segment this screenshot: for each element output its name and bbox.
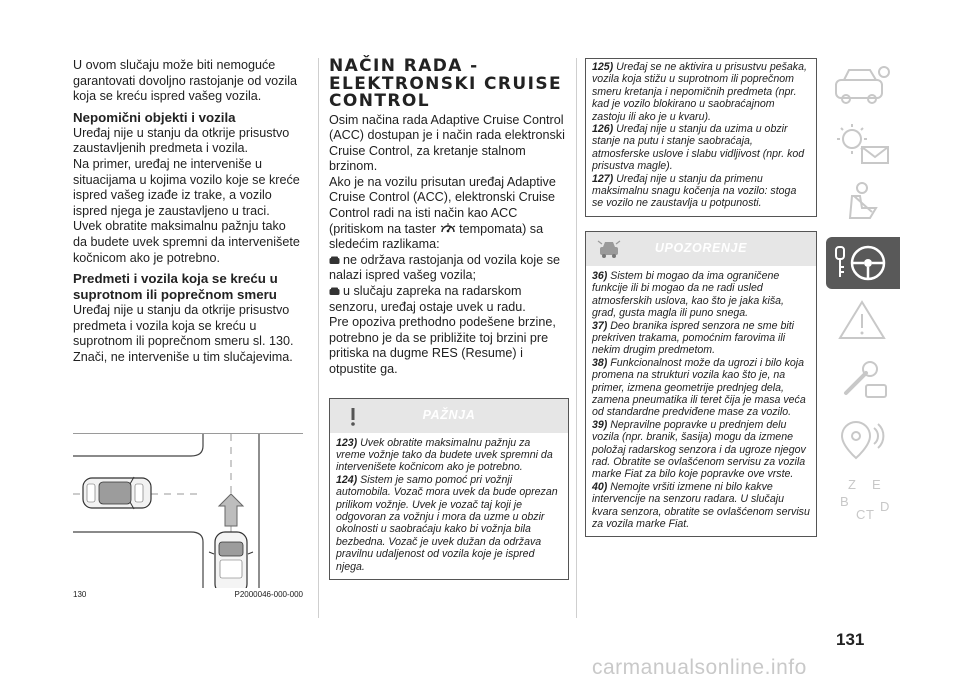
warning-body: [586, 266, 816, 537]
index-letters-icon: [826, 473, 900, 525]
figure-code: P2000046-000-000: [234, 590, 303, 599]
emergency-triangle-icon: [826, 296, 900, 348]
column-left: [73, 58, 303, 366]
warning-lights-icon: [826, 119, 900, 171]
heading-stationary-objects: Nepomični objekti i vozila: [73, 109, 236, 125]
heading-opposite-direction: Predmeti i vozila koja se kreću u suprotnom ili poprečnom smeru: [73, 271, 278, 303]
paragraph-part: Ako je na vozilu prisutan uređaj Adaptive Cruise Control (ACC), elektronski Cruise Control radi na isti način kao ACC (pritiskom na taster: [329, 174, 556, 236]
svg-text:Z: Z: [848, 477, 856, 492]
car-dashboard-icon: [826, 60, 900, 112]
warning-item: 37) Deo branika ispred senzora ne sme biti prekriven trakama, pomoćnim farovima ili nekim drugim predmetom.: [592, 319, 794, 357]
warning-item: 39) Nepravilne popravke u prednjem delu vozila (npr. branik, šasija) mogu da izmene položaj radarskog senzora i da ugroze njegov rad. Obratite se ovlašćenom servisu za vozila marke Fiat za bilo koje popravke ove vrste.: [592, 418, 806, 481]
bullet-item: ne održava rastojanja od vozila koje se nalazi ispred vašeg vozila;: [329, 252, 561, 283]
tab-service[interactable]: [826, 355, 900, 407]
column-right: [585, 58, 817, 537]
crossing-car-icon: [83, 477, 151, 509]
note-item: 125) Uređaj se ne aktivira u prisustvu pešaka, vozila koja stižu u suprotnom ili poprečnom smeru kretanja i nepomičnih predmeta (npr. kad je vozilo blokirano u saobraćajnom zastoju ili ako je u kvaru).: [592, 61, 807, 123]
paragraph: Uređaj nije u stanju da otkrije prisustvo zaustavljenih predmeta i vozila.: [73, 125, 290, 156]
caution-body: [330, 433, 568, 579]
own-car-icon: [209, 532, 253, 588]
page-number: 131: [836, 630, 865, 649]
note-item: 127) Uređaj nije u stanju da primenu maksimalnu snagu kočenja na vozilo: stoga se vozilo ne zaustavlja u potpunosti.: [592, 172, 797, 210]
svg-text:B: B: [840, 494, 849, 509]
paragraph: Pre opoziva prethodno podešene brzine, potrebno je da se približite toj brzini pre pritiska na dugme RES (Resume) i otpustite ga.: [329, 315, 556, 376]
column-divider: [576, 58, 577, 618]
bullet-item: u slučaju zapreka na radarskom senzoru, uređaj ostaje uvek u radu.: [329, 284, 526, 314]
note-item: 123) Uvek obratite maksimalnu pažnju za vreme vožnje tako da budete uvek spremni da intervenišete kočnicom ako je potrebno.: [336, 436, 553, 474]
paragraph: Uvek obratite maksimalnu pažnju tako da budete uvek spremni da intervenišete kočnicom ako je potrebno.: [73, 219, 300, 265]
paragraph-part: tempomata) sa sledećim razlikama:: [329, 221, 544, 252]
column-divider: [318, 58, 319, 618]
warning-item: 36) Sistem bi mogao da ima ograničene funkcije ili bi mogao da ne radi usled atmosferskih uslova, kao što je jaka kiša, grad, gusta magla ili puno snega.: [592, 269, 784, 320]
warning-title: UPOZORENJE: [654, 240, 748, 255]
watermark: carmanualsonline.info: [592, 656, 807, 679]
caution-title: PAŽNJA: [422, 407, 476, 422]
caution-box: [329, 398, 569, 580]
paragraph: Na primer, uređaj ne interveniše u situacijama u kojima vozilo koje se kreće ispred vašeg izađe iz trake, a vozilo ispred njega je zaustavljeno u traci.: [73, 156, 300, 218]
svg-text:C: C: [856, 507, 866, 522]
svg-text:E: E: [872, 477, 881, 492]
tab-car-dashboard[interactable]: [826, 60, 900, 112]
column-middle: [329, 58, 569, 580]
warning-header: [586, 232, 816, 266]
warning-item: 40) Nemojte vršiti izmene ni bilo kakve intervencije na senzoru radara. U slučaju kvara senzora, obratite se ovlašćenom servisu za vozila marke Fiat.: [592, 480, 810, 530]
warning-box: [585, 231, 817, 538]
seat-safety-icon: [826, 178, 900, 230]
tab-warning-lights[interactable]: [826, 119, 900, 171]
note-item: 126) Uređaj nije u stanju da uzima u obzir stanje na putu i stanje saobraćaja, atmosferske uslove i slabu vidljivost (npr. kod prisustva magle).: [592, 123, 805, 173]
paragraph: Uređaj nije u stanju da otkrije prisustvo predmeta i vozila koja se kreću u suprotnom ili poprečnom smeru sl. 130. Znači, ne interveniše u tim slučajevima.: [73, 303, 294, 364]
tab-emergency[interactable]: [826, 296, 900, 348]
chapter-sidebar: [826, 60, 900, 532]
media-gps-icon: [826, 414, 900, 466]
car-bullet-icon: [329, 287, 340, 296]
figure-130: [73, 433, 303, 602]
tab-index[interactable]: [826, 473, 900, 525]
svg-text:D: D: [880, 499, 890, 514]
service-wrench-icon: [826, 355, 900, 407]
tab-seat-safety[interactable]: [826, 178, 900, 230]
tab-multimedia[interactable]: [826, 414, 900, 466]
figure-caption: [73, 588, 303, 602]
figure-number: 130: [73, 590, 87, 599]
intro-paragraph: U ovom slučaju može biti nemoguće garantovati dovoljno rastojanje od vozila koja se kreću ispred vašeg vozila.: [73, 58, 298, 104]
road-illustration: [73, 434, 303, 588]
steering-key-icon: [826, 237, 900, 289]
section-title: NAČIN RADA - ELEKTRONSKI CRUISE CONTROL: [329, 56, 563, 111]
tab-starting-driving[interactable]: [826, 237, 900, 289]
svg-text:T: T: [866, 507, 874, 522]
speedometer-button-icon: [440, 222, 456, 235]
continued-notes-box: [585, 58, 817, 217]
paragraph: [329, 175, 569, 253]
paragraph: Osim načina rada Adaptive Cruise Control (ACC) dostupan je i način rada elektronski Cruise Control, za kretanje stalnom brzinom.: [329, 112, 565, 174]
warning-item: 38) Funkcionalnost može da ugrozi i bilo koja promena na strukturi vozila kao što je, na primer, izmena geometrije prednjeg dela, zamena pneumatika ili teret čija je masa veća od standardne predviđene mase za vozilo.: [592, 356, 806, 419]
car-bullet-icon: [329, 256, 340, 265]
note-item: 124) Sistem je samo pomoć pri vožnji automobila. Vozač mora uvek da bude oprezan prilikom vožnje. Uvek je vozač taj koji je odgovoran za vožnju i mora da uzme u obzir okolnosti u saobraćaju kako bi vožnja bila bezbedna. Vozač je uvek dužan da održava pravilnu udaljenost od vozila koje je ispred njega.: [336, 473, 558, 573]
caution-header: [330, 399, 568, 433]
